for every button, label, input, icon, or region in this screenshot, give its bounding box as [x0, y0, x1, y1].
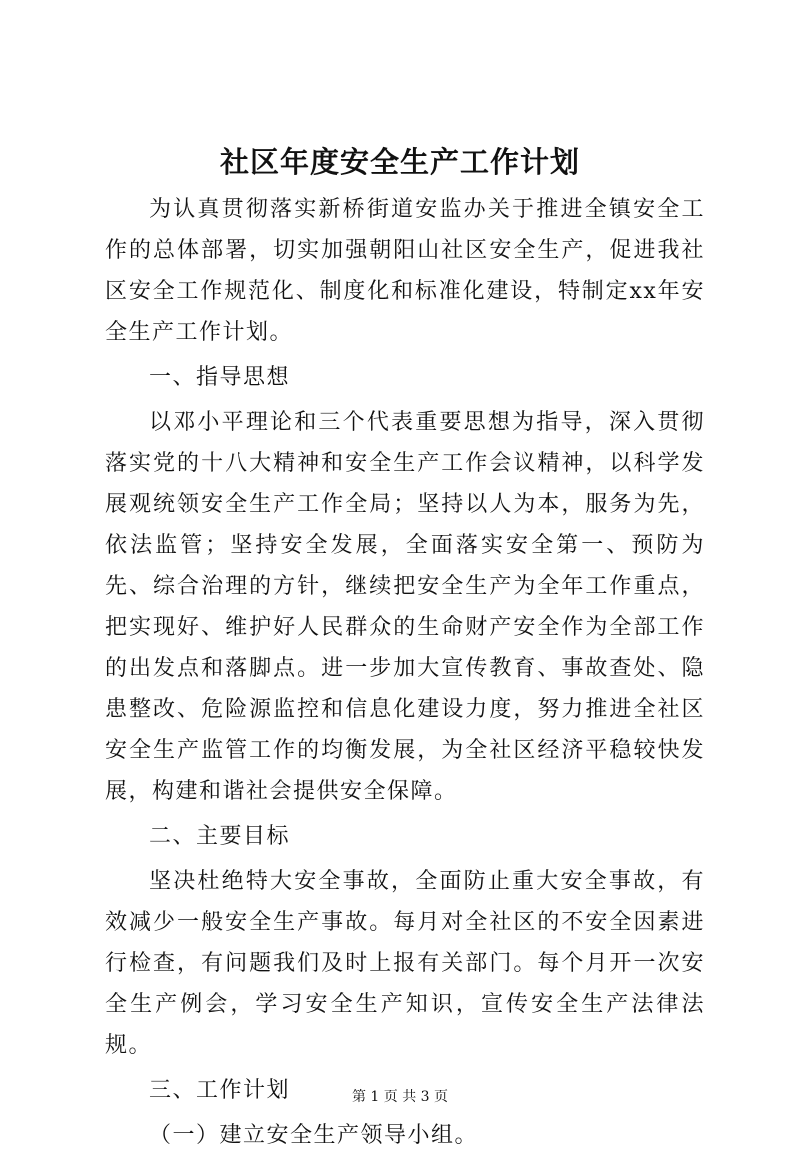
main-goals-paragraph: 坚决杜绝特大安全事故，全面防止重大安全事故，有效减少一般安全生产事故。每月对全社区的不安全因素进行检查，有问题我们及时上报有关部门。每个月开一次安全生产例会，学习安全生产知识，宣传安全生产法律法规。 — [105, 869, 705, 1058]
page-footer — [0, 1088, 800, 1106]
section-heading-main-goals: 二、主要目标 — [149, 824, 291, 849]
page-number-label: 第 1 页 共 3 页 — [351, 1089, 449, 1105]
guiding-ideology-paragraph: 以邓小平理论和三个代表重要思想为指导，深入贯彻落实党的十八大精神和安全生产工作会议精神，以科学发展观统领安全生产工作全局；坚持以人为本，服务为先，依法监管；坚持安全发展，全面落实安全第一、预防为先、综合治理的方针，继续把安全生产为全年工作重点，把实现好、维护好人民群众的生命财产安全作为全部工作的出发点和落脚点。进一步加大宣传教育、事故查处、隐患整改、危险源监控和信息化建设力度，努力推进全社区安全生产监管工作的均衡发展，为全社区经济平稳较快发展，构建和谐社会提供安全保障。 — [105, 410, 705, 804]
section-heading-guiding-ideology: 一、指导思想 — [149, 365, 291, 390]
work-plan-item-1: （一）建立安全生产领导小组。 — [149, 1123, 479, 1148]
document-body — [105, 189, 705, 1160]
section-heading-work-plan: 三、工作计划 — [149, 1078, 291, 1103]
intro-paragraph: 为认真贯彻落实新桥街道安监办关于推进全镇安全工作的总体部署，切实加强朝阳山社区安全生产，促进我社区安全工作规范化、制度化和标准化建设，特制定xx年安全生产工作计划。 — [105, 197, 705, 345]
document-title: 社区年度安全生产工作计划 — [219, 145, 580, 179]
